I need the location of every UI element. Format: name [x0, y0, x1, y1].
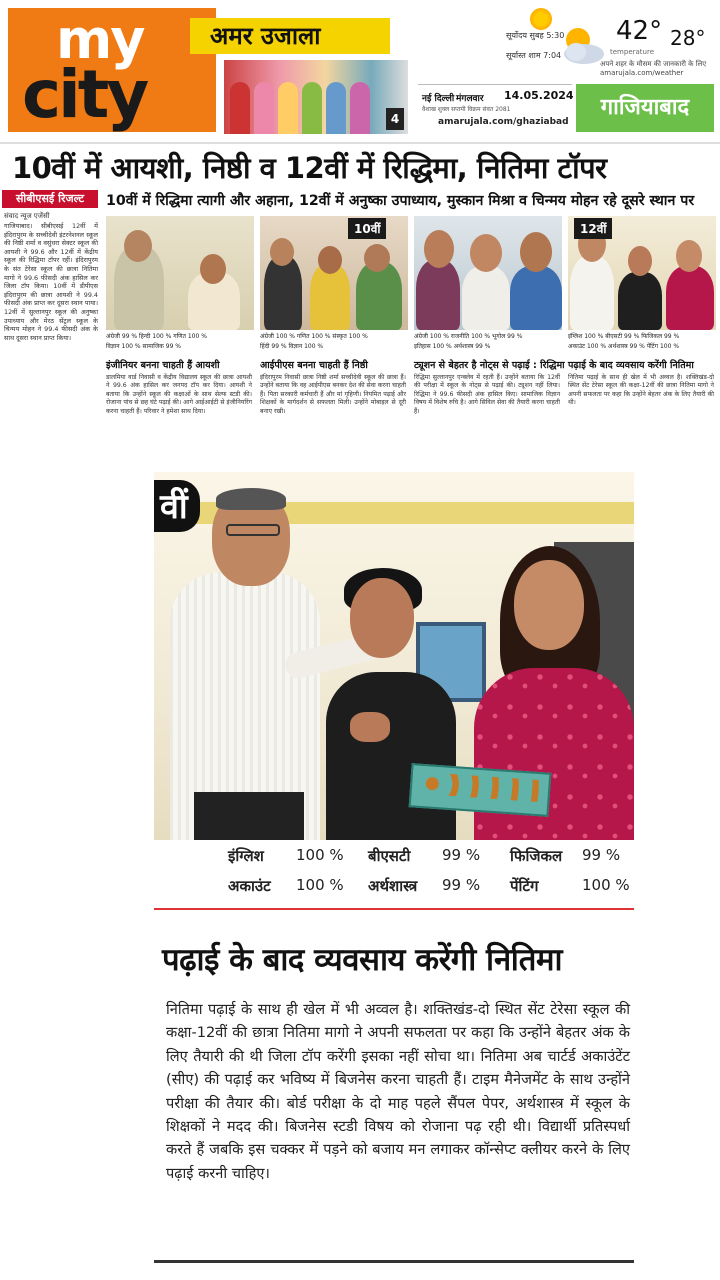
headline-text: 10वीं में आयशी, निष्ठी व 12वीं में रिद्धिमा, नितिमा टॉपर	[12, 151, 607, 185]
class-tag: 12वीं	[574, 218, 612, 239]
edition-url[interactable]: amarujala.com/ghaziabad	[438, 117, 569, 127]
main-headline	[0, 142, 720, 186]
class-tag: वीं	[154, 480, 200, 532]
dateline-date: 14.05.2024	[504, 89, 574, 102]
subhead-text: 10वीं में रिद्धिमा त्यागी और अहाना, 12वीं में अनुष्का उपाध्याय, मुस्कान मिश्रा व चिन्मय मोहन रहे दूसरे स्थान पर	[106, 193, 695, 209]
publication-name: अमर उजाला	[190, 18, 390, 54]
subject-label: अर्थशास्त्र	[368, 877, 418, 895]
story-body: इंदिरापुरम निवासी छात्रा निष्ठी शर्मा सच्चीदेवी स्कूल की छात्रा हैं। उन्होंने बताया कि वह आईपीएस बनकर देश की सेवा करना चाहती हैं। पिता सरकारी कर्मचारी हैं और मां गृहिणी। नियमित पढ़ाई और शिक्षकों के मार्गदर्शन से सफलता मिली। उन्होंने मोबाइल से दूरी बनाए रखी।	[260, 374, 406, 415]
scores-row: इतिहास 100 % अर्थशास्त्र 99 %	[414, 343, 491, 350]
story-nishthi	[260, 216, 410, 470]
student-figure	[326, 672, 456, 840]
story-scores	[568, 332, 716, 354]
story-headline: ट्यूशन से बेहतर है नोट्स से पढ़ाई : रिद्धिमा	[414, 360, 565, 371]
weather-box	[500, 8, 716, 80]
subject-label: पेंटिंग	[510, 877, 539, 895]
edition-label: गाजियाबाद	[576, 84, 714, 132]
story-headline: आईपीएस बनना चाहती हैं निष्ठी	[260, 360, 368, 371]
story-photo	[414, 216, 562, 330]
scores-row: अंग्रेजी 100 % गणित 100 % संस्कृत 100 %	[260, 333, 368, 340]
scores-row: अंग्रेजी 99 % हिन्दी 100 % गणित 100 %	[106, 333, 207, 340]
story-photo	[568, 216, 716, 330]
dateline-day: मंगलवार	[456, 94, 484, 104]
dateline-fine: वैशाख शुक्ल सप्तमी विक्रम संवत 2081	[422, 106, 511, 113]
story-headline: पढ़ाई के बाद व्यवसाय करेंगी नितिमा	[568, 360, 694, 371]
logo-my: my	[56, 8, 144, 71]
story-body: रिद्धिमा सुल्तानपुर एन्क्लेव में रहती हैं। उन्होंने बताया कि 12वीं की परीक्षा में स्कूल के नोट्स से पढ़ाई की। ट्यूशन नहीं लिया। रिद्धिमा ने 99.6 फीसदी अंक हासिल किए। सामाजिक विज्ञान विषय में विशेष रुचि है। आगे सिविल सेवा की तैयारी करना चाहती हैं।	[414, 374, 560, 415]
class-tag: 10वीं	[348, 218, 386, 239]
subject-score: 100 %	[582, 876, 630, 894]
story-scores	[260, 332, 408, 354]
subject-label: इंग्लिश	[228, 847, 264, 865]
story-body: नितिमा पढ़ाई के साथ ही खेल में भी अव्वल है। शक्तिखंड-दो स्थित सेंट टेरेसा स्कूल की कक्षा-12वीं की छात्रा नितिमा मागो ने अपनी सफलता पर कहा कि उन्होंने बेहतर अंक के लिए तैयारी की थी।	[568, 374, 714, 407]
divider	[154, 908, 634, 910]
mycity-logo	[8, 8, 216, 132]
left-column	[0, 188, 100, 470]
sunset-time: सूर्यास्त शाम 7:04	[506, 51, 562, 60]
intro-text: गाजियाबाद। सीबीएसई 12वीं में इंदिरापुरम के सच्चीदेवी इंटरनेशनल स्कूल की निष्ठी शर्मा व वसुंधरा सेक्टर स्कूल की आयशी ने 99.6 और 12वीं में केंद्रीय स्कूल की रिद्धिमा टॉपर रहीं। इंदिरापुरम के संत टेरेसा स्कूल की छात्रा नितिमा मागो ने 99.6 फीसदी अंक हासिल कर जिला टॉप किया। 10वीं में डीपीएस इंदिरापुरम की छात्रा आयशी ने 99.4 फीसदी अंक प्राप्त कर दूसरा स्थान पाया। 12वीं में सुल्तानपुर स्कूल की अनुष्का उपाध्याय और मेरठ सेंट्रल स्कूल के चिन्मय मोहन ने 99.4 फीसदी अंक के साथ दूसरा स्थान प्राप्त किया।	[4, 222, 98, 342]
scores-row: हिंदी 99 % विज्ञान 100 %	[260, 343, 324, 350]
masthead	[0, 0, 720, 140]
masthead-photo	[224, 60, 408, 134]
byline: संवाद न्यूज एजेंसी	[4, 212, 50, 220]
student-head	[350, 578, 414, 658]
left-gutter	[0, 472, 154, 1280]
page-number: 4	[386, 108, 404, 130]
story-photo	[260, 216, 408, 330]
temp-max: 42°	[616, 16, 663, 46]
story-scores	[106, 332, 254, 354]
subject-score: 99 %	[442, 876, 481, 894]
weather-note: अपने शहर के मौसम की जानकारी के लिए amarujala.com/weather	[600, 60, 707, 77]
story-body: डालमिया वार्ड निवासी व केंद्रीय विद्यालय स्कूल की छात्रा आयशी ने 99.6 अंक हासिल कर जनपद टॉप कर दिया। आयशी ने बताया कि उन्होंने स्कूल की कक्षाओं के साथ सेल्फ स्टडी की। रोजाना पांच से छह घंटे पढ़ाई की। आगे आईआईटी से इंजीनियरिंग करना चाहती हैं। परिवार ने हमेशा साथ दिया।	[106, 374, 252, 415]
divider	[154, 1260, 634, 1263]
dateline-city: नई दिल्ली	[422, 94, 455, 104]
sunrise-time: सूर्योदय सुबह 5:30	[506, 31, 565, 40]
woman-head	[514, 560, 584, 650]
subject-label: अकाउंट	[228, 877, 271, 895]
temp-label: temperature	[610, 48, 654, 56]
scores-row: अकाउंट 100 % अर्थशास्त्र 99 % पेंटिंग 100 %	[568, 343, 680, 350]
dateline	[418, 84, 572, 134]
subject-score: 100 %	[296, 846, 344, 864]
score-table	[154, 840, 634, 904]
glasses	[226, 524, 280, 536]
section-tag: सीबीएसई रिजल्ट	[2, 190, 98, 208]
story-riddhima	[414, 216, 564, 470]
article-headline: पढ़ाई के बाद व्यवसाय करेंगी नितिमा	[162, 942, 563, 978]
article	[154, 908, 634, 1280]
story-scores	[414, 332, 562, 354]
logo-city: city	[22, 56, 147, 133]
story-nitima	[568, 216, 718, 470]
temp-min: 28°	[670, 26, 706, 50]
article-body: नितिमा पढ़ाई के साथ ही खेल में भी अव्वल है। शक्तिखंड-दो स्थित सेंट टेरेसा स्कूल की कक्षा-12वीं की छात्रा नितिमा मागो ने अपनी सफलता पर कहा कि उन्होंने बेहतर अंक के लिए तैयारी की थी जिला टॉप करेंगी इसका नहीं सोचा था। नितिमा अब चार्टर्ड अकाउंटेंट (सीए) की पढ़ाई कर भविष्य में बिजनेस करना चाहती हैं। टाइम मैनेजमेंट के साथ उन्होंने परीक्षा की तैयार की। बोर्ड परीक्षा के दो माह पहले सैंपल पेपर, अर्थशास्त्र में स्कूल के शिक्षकों ने मदद की। बिजनेस स्टडी विषय को रोजाना पढ़ रही थी। विद्यार्थी प्रतिस्पर्धा करते हैं जबकि इस चक्कर में पड़ने को बजाय मन लगाकर कॉन्सेप्ट क्लीयर करने के लिए पढ़ाई करनी चाहिए।	[166, 1001, 630, 1182]
scores-row: विज्ञान 100 % सामाजिक 99 %	[106, 343, 182, 350]
right-gutter	[634, 472, 720, 1280]
scores-row: इंग्लिश 100 % बीएसटी 99 % फिजिकल 99 %	[568, 333, 680, 340]
subject-score: 100 %	[296, 876, 344, 894]
scores-row: अंग्रेजी 100 % राजनीति 100 % भूगोल 99 %	[414, 333, 523, 340]
subject-label: फिजिकल	[510, 847, 563, 865]
featured-photo	[154, 472, 634, 840]
subject-label: बीएसटी	[368, 847, 411, 865]
subject-score: 99 %	[582, 846, 621, 864]
story-photo	[106, 216, 254, 330]
story-aayshi	[106, 216, 256, 470]
subject-score: 99 %	[442, 846, 481, 864]
story-headline: इंजीनियर बनना चाहती हैं आयशी	[106, 360, 220, 371]
cloud-icon	[556, 24, 606, 66]
sun-icon	[530, 8, 552, 30]
subheadline	[106, 190, 720, 212]
